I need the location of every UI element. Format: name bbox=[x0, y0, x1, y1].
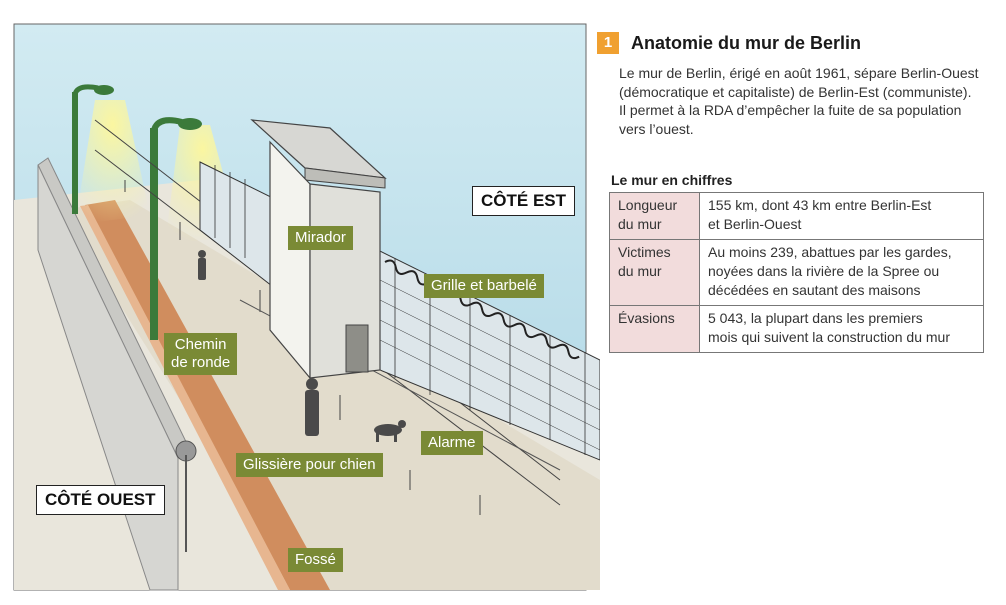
key-line: du mur bbox=[618, 263, 662, 279]
figures-table bbox=[609, 192, 984, 353]
value-line: et Berlin-Ouest bbox=[708, 216, 802, 232]
key-line: Longueur bbox=[618, 197, 678, 213]
label-fosse: Fossé bbox=[288, 548, 343, 572]
label-mirador: Mirador bbox=[288, 226, 353, 250]
guard bbox=[305, 378, 319, 436]
intro-line: Il permet à la RDA d’empêcher la fuite de sa population bbox=[619, 102, 962, 118]
key-line: du mur bbox=[618, 216, 662, 232]
figures-title: Le mur en chiffres bbox=[611, 172, 733, 188]
value-line: 155 km, dont 43 km entre Berlin-Est bbox=[708, 197, 932, 213]
value-line: mois qui suivent la construction du mur bbox=[708, 329, 950, 345]
table-row bbox=[610, 240, 984, 306]
row-value bbox=[700, 240, 984, 306]
row-key bbox=[610, 306, 700, 353]
table-row bbox=[610, 306, 984, 353]
label-grille-barbele: Grille et barbelé bbox=[424, 274, 544, 298]
section-number-badge: 1 bbox=[597, 32, 619, 54]
label-line: de ronde bbox=[171, 354, 231, 371]
value-line: 5 043, la plupart dans les premiers bbox=[708, 310, 923, 326]
label-chemin-de-ronde bbox=[164, 333, 237, 375]
cote-est-sign: CÔTÉ EST bbox=[472, 186, 575, 216]
intro-paragraph bbox=[619, 64, 989, 138]
value-line: décédées en sautant des maisons bbox=[708, 282, 921, 298]
intro-line: vers l’ouest. bbox=[619, 120, 694, 137]
value-line: noyées dans la rivière de la Spree ou bbox=[708, 263, 940, 279]
cote-ouest-sign: CÔTÉ OUEST bbox=[36, 485, 165, 515]
guard bbox=[198, 250, 206, 280]
section-title: Anatomie du mur de Berlin bbox=[631, 33, 862, 53]
label-glissiere: Glissière pour chien bbox=[236, 453, 383, 477]
label-line: Chemin bbox=[174, 336, 227, 353]
row-key bbox=[610, 193, 700, 240]
row-key bbox=[610, 240, 700, 306]
intro-line: Le mur de Berlin, érigé en août 1961, sépare Berlin-Ouest bbox=[619, 65, 979, 81]
label-alarme: Alarme bbox=[421, 431, 483, 455]
table-row bbox=[610, 193, 984, 240]
row-value bbox=[700, 193, 984, 240]
row-value bbox=[700, 306, 984, 353]
key-line: Évasions bbox=[618, 310, 675, 326]
intro-line: (démocratique et capitaliste) de Berlin-Est (communiste). bbox=[619, 83, 972, 100]
key-line: Victimes bbox=[618, 244, 671, 260]
value-line: Au moins 239, abattues par les gardes, bbox=[708, 244, 952, 260]
